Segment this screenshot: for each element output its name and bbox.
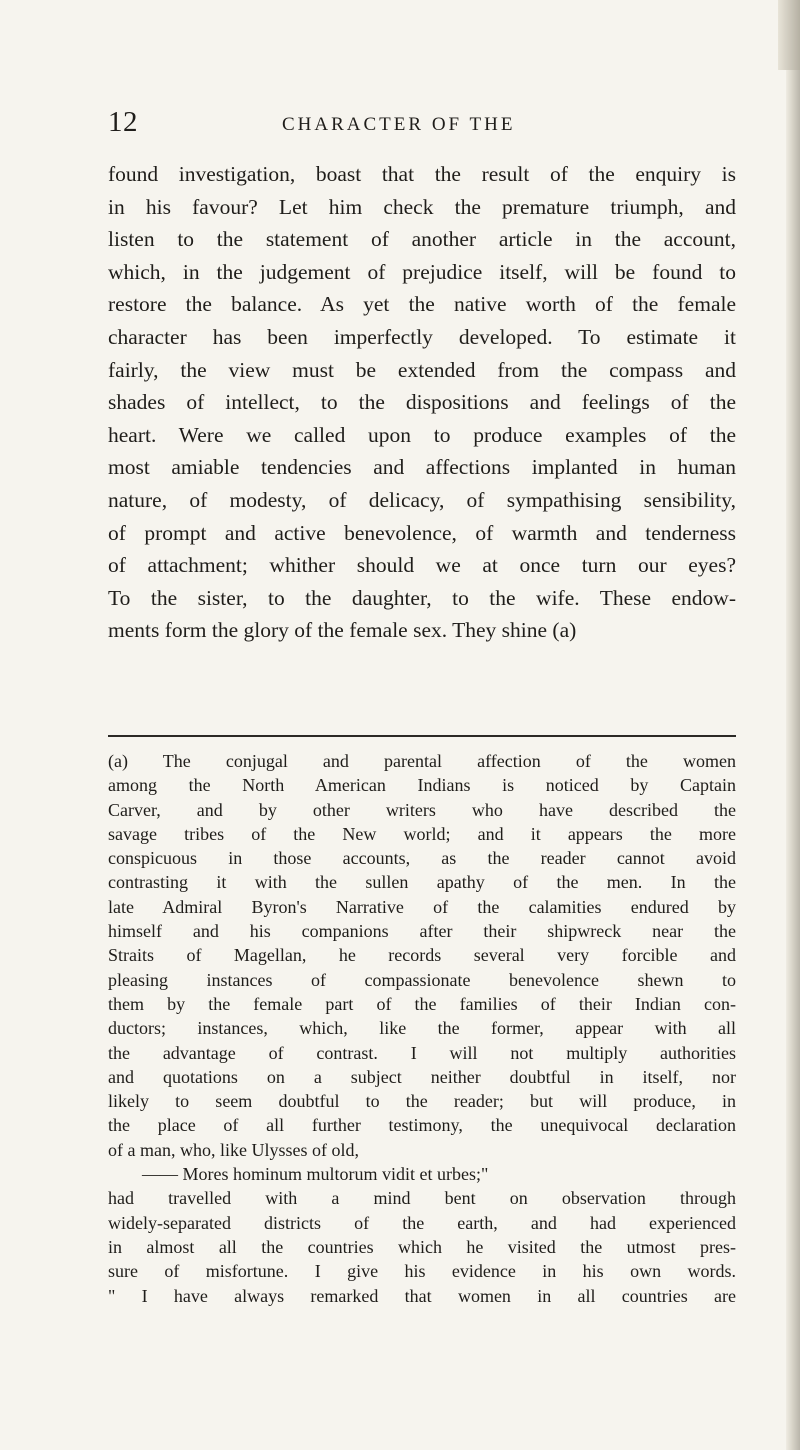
footnote-divider xyxy=(108,735,736,737)
footnote-line: in almost all the countries which he visited the utmost pres- xyxy=(108,1236,736,1257)
footnote-line: likely to seem doubtful to the reader; but will produce, in xyxy=(108,1091,736,1112)
footnote-line: savage tribes of the New world; and it appears the more xyxy=(108,823,736,844)
main-line: in his favour? Let him check the premature triumph, and xyxy=(108,194,736,219)
footnote-line: widely-separated districts of the earth, and had experienced xyxy=(108,1212,736,1233)
page-edge-corner xyxy=(778,0,800,70)
footnote-line: among the North American Indians is noticed by Captain xyxy=(108,775,736,796)
main-line: found investigation, boast that the result of the enquiry is xyxy=(108,162,736,186)
main-line: To the sister, to the daughter, to the wife. These endow- xyxy=(108,585,736,610)
footnote-line: pleasing instances of compassionate benevolence shewn to xyxy=(108,969,736,990)
footnote-line: the place of all further testimony, the unequivocal declaration xyxy=(108,1115,736,1136)
main-line: restore the balance. As yet the native worth of the female xyxy=(108,292,736,317)
main-line: of prompt and active benevolence, of warmth and tenderness xyxy=(108,520,736,545)
footnote-line: Carver, and by other writers who have described the xyxy=(108,799,736,820)
main-line: most amiable tendencies and affections implanted in human xyxy=(108,455,736,480)
main-line: fairly, the view must be extended from the compass and xyxy=(108,357,736,382)
main-line: of attachment; whither should we at once turn our eyes? xyxy=(108,553,736,578)
footnote-line: of a man, who, like Ulysses of old, xyxy=(108,1139,359,1160)
footnote-quotation: —— Mores hominum multorum vidit et urbes;" xyxy=(142,1164,489,1185)
footnote-line: (a) The conjugal and parental affection of the women xyxy=(108,751,736,771)
footnote-line: contrasting it with the sullen apathy of the men. In the xyxy=(108,872,736,893)
main-line: nature, of modesty, of delicacy, of sympathising sensibility, xyxy=(108,487,736,512)
footnote-line: Straits of Magellan, he records several very forcible and xyxy=(108,945,736,966)
footnote-line: conspicuous in those accounts, as the reader cannot avoid xyxy=(108,848,736,869)
footnote-line: sure of misfortune. I give his evidence in his own words. xyxy=(108,1261,736,1282)
main-line: heart. Were we called upon to produce examples of the xyxy=(108,422,736,447)
main-line: shades of intellect, to the dispositions and feelings of the xyxy=(108,390,736,415)
main-line: which, in the judgement of prejudice itself, will be found to xyxy=(108,259,736,284)
footnote-line: them by the female part of the families of their Indian con- xyxy=(108,993,736,1014)
footnote-line: himself and his companions after their shipwreck near the xyxy=(108,921,736,942)
footnote-line: had travelled with a mind bent on observation through xyxy=(108,1188,736,1209)
footnote xyxy=(108,749,736,1308)
main-line: character has been imperfectly developed. To estimate it xyxy=(108,324,736,349)
running-head: CHARACTER OF THE xyxy=(282,114,516,135)
main-line: listen to the statement of another article in the account, xyxy=(108,227,736,252)
page-edge-shadow xyxy=(786,0,800,1450)
main-text xyxy=(108,158,736,647)
footnote-line: " I have always remarked that women in all countries are xyxy=(108,1285,736,1306)
footnote-line: late Admiral Byron's Narrative of the calamities endured by xyxy=(108,896,736,917)
footnote-line: and quotations on a subject neither doubtful in itself, nor xyxy=(108,1066,736,1087)
page-number: 12 xyxy=(108,106,138,138)
main-line: ments form the glory of the female sex. They shine (a) xyxy=(108,618,577,643)
footnote-line: ductors; instances, which, like the former, appear with all xyxy=(108,1018,736,1039)
footnote-line: the advantage of contrast. I will not multiply authorities xyxy=(108,1042,736,1063)
page-header xyxy=(108,106,748,146)
